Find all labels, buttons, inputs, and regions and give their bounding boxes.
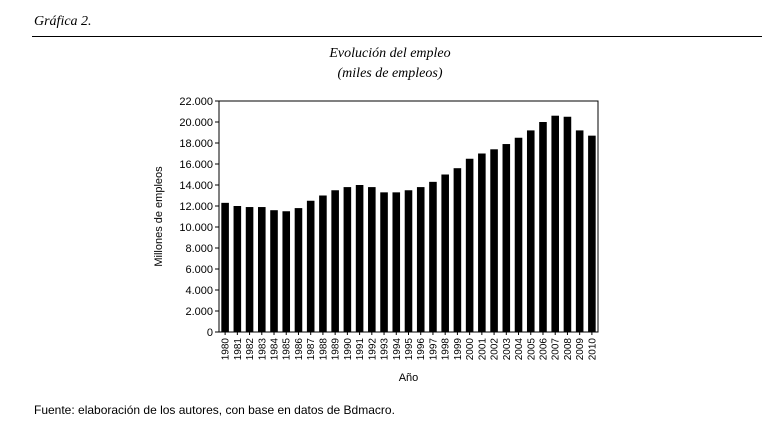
y-tick-label: 0 bbox=[206, 327, 213, 339]
x-axis bbox=[221, 332, 599, 360]
bar-1984 bbox=[270, 210, 278, 332]
x-tick-label: 1989 bbox=[330, 338, 342, 361]
y-tick-label: 14.000 bbox=[179, 180, 213, 192]
x-tick-label: 1983 bbox=[257, 338, 269, 361]
x-tick-label: 2005 bbox=[526, 338, 538, 361]
x-tick-label: 1994 bbox=[391, 338, 403, 361]
x-tick-label: 2010 bbox=[587, 338, 599, 361]
x-tick-label: 2002 bbox=[489, 338, 501, 361]
bar-1989 bbox=[331, 190, 339, 332]
bar-1995 bbox=[405, 190, 413, 332]
y-tick-label: 8.000 bbox=[185, 243, 213, 255]
bar-1992 bbox=[368, 187, 376, 332]
x-tick-label: 1986 bbox=[293, 338, 305, 361]
x-tick-label: 2006 bbox=[538, 338, 550, 361]
bar-1996 bbox=[417, 187, 425, 332]
bar-2002 bbox=[490, 149, 498, 332]
y-axis-label: Millones de empleos bbox=[153, 166, 165, 267]
x-tick-label: 2001 bbox=[477, 338, 489, 361]
bar-2004 bbox=[515, 138, 523, 332]
bar-1997 bbox=[429, 182, 437, 332]
chart-title: Evolución del empleo bbox=[329, 46, 451, 61]
bar-1990 bbox=[344, 187, 352, 332]
x-tick-label: 2008 bbox=[562, 338, 574, 361]
bars-group bbox=[221, 116, 595, 332]
x-tick-label: 1998 bbox=[440, 338, 452, 361]
bar-1980 bbox=[221, 203, 229, 332]
bar-1994 bbox=[392, 192, 400, 332]
x-tick-label: 1996 bbox=[416, 338, 428, 361]
y-tick-label: 10.000 bbox=[179, 222, 213, 234]
x-tick-label: 1999 bbox=[452, 338, 464, 361]
bar-1993 bbox=[380, 192, 388, 332]
x-tick-label: 2003 bbox=[501, 338, 513, 361]
x-tick-label: 1985 bbox=[281, 338, 293, 361]
bar-1985 bbox=[282, 211, 290, 332]
bar-2009 bbox=[576, 130, 584, 332]
y-tick-label: 4.000 bbox=[185, 285, 213, 297]
bar-2003 bbox=[503, 144, 511, 332]
y-tick-label: 20.000 bbox=[179, 117, 213, 129]
x-tick-label: 1992 bbox=[367, 338, 379, 361]
bar-1998 bbox=[441, 175, 449, 333]
bar-1983 bbox=[258, 207, 266, 332]
bar-1981 bbox=[234, 206, 242, 332]
x-axis-label: Año bbox=[398, 372, 419, 384]
x-tick-label: 1981 bbox=[232, 338, 244, 361]
y-tick-label: 16.000 bbox=[179, 159, 213, 171]
x-tick-label: 1995 bbox=[404, 338, 415, 361]
x-tick-label: 1982 bbox=[245, 338, 257, 361]
y-tick-label: 6.000 bbox=[185, 264, 213, 276]
figure-label: Gráfica 2. bbox=[34, 14, 92, 29]
bar-2008 bbox=[564, 117, 572, 332]
bar-2007 bbox=[551, 116, 559, 332]
bar-2006 bbox=[539, 122, 547, 332]
x-tick-label: 2000 bbox=[465, 338, 477, 361]
y-tick-label: 2.000 bbox=[185, 306, 213, 318]
x-tick-label: 1980 bbox=[220, 338, 232, 361]
source-note: Fuente: elaboración de los autores, con base en datos de Bdmacro. bbox=[34, 403, 395, 417]
bar-1987 bbox=[307, 201, 315, 332]
x-tick-label: 1990 bbox=[342, 338, 354, 361]
x-tick-label: 2009 bbox=[575, 338, 587, 361]
x-tick-label: 2007 bbox=[550, 338, 562, 361]
bar-2001 bbox=[478, 154, 486, 333]
bar-1999 bbox=[454, 168, 462, 332]
y-tick-label: 12.000 bbox=[179, 201, 213, 213]
y-axis bbox=[179, 96, 219, 339]
bar-1991 bbox=[356, 185, 364, 332]
y-tick-label: 22.000 bbox=[179, 96, 213, 108]
bar-2000 bbox=[466, 159, 474, 332]
bar-1988 bbox=[319, 196, 327, 333]
bar-1986 bbox=[295, 208, 303, 332]
x-tick-label: 1988 bbox=[318, 338, 330, 361]
x-tick-label: 1991 bbox=[355, 338, 367, 361]
bar-2010 bbox=[588, 136, 596, 332]
bar-1982 bbox=[246, 207, 254, 332]
bar-2005 bbox=[527, 130, 535, 332]
y-tick-label: 18.000 bbox=[179, 138, 213, 150]
x-tick-label: 1987 bbox=[306, 338, 318, 361]
x-tick-label: 1984 bbox=[269, 338, 281, 361]
x-tick-label: 1997 bbox=[428, 338, 440, 361]
chart-subtitle: (miles de empleos) bbox=[337, 66, 443, 81]
x-tick-label: 2004 bbox=[514, 338, 526, 361]
x-tick-label: 1993 bbox=[379, 338, 391, 361]
